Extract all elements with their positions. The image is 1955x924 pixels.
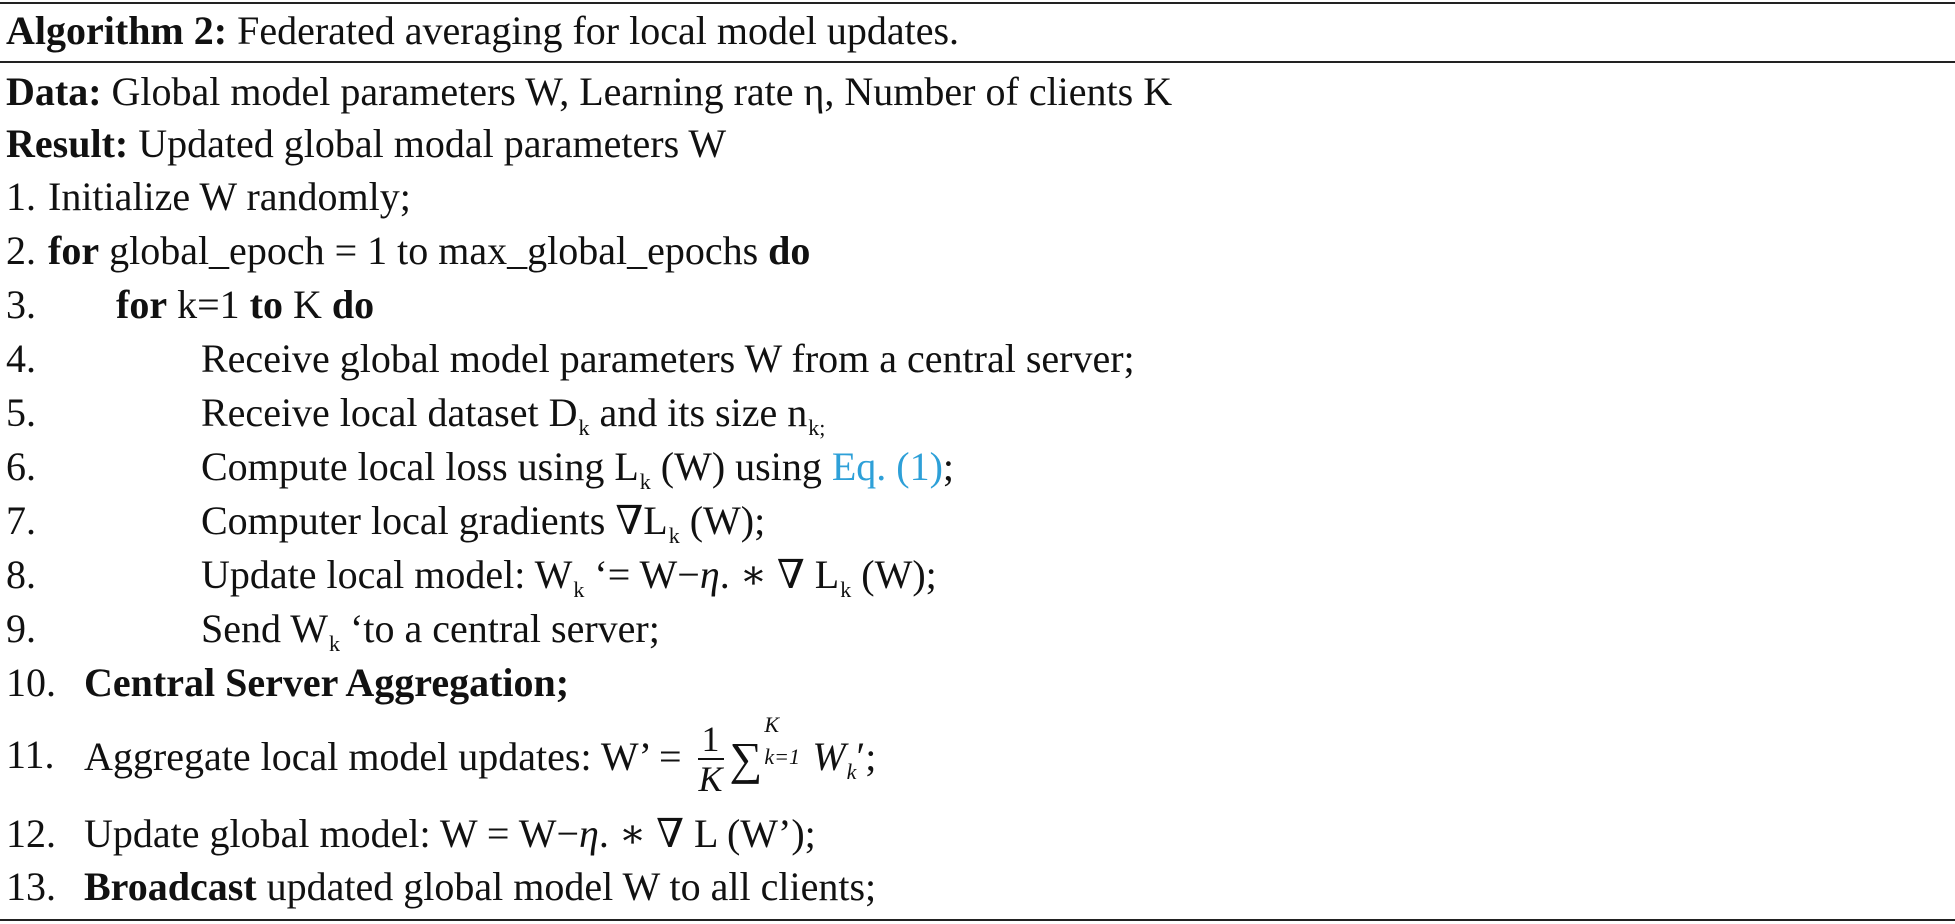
step-number: 4.	[6, 336, 36, 381]
step-text-4: (W);	[851, 552, 937, 597]
fraction-denominator: K	[698, 758, 723, 799]
term-subscript: k	[846, 759, 857, 784]
top-rule	[0, 2, 1955, 4]
bottom-rule	[0, 919, 1955, 921]
sum-symbol: ∑	[729, 733, 763, 784]
step-keyword: Central Server Aggregation;	[84, 660, 570, 705]
subscript: k	[578, 415, 590, 440]
algorithm-caption: Federated averaging for local model updates.	[227, 8, 960, 53]
step-text: Compute local loss using L	[201, 444, 639, 489]
step-text-2: ‘= W−	[584, 552, 700, 597]
data-text: Global model parameters W, Learning rate η, Number of clients K	[101, 69, 1173, 114]
step-text: k=1	[167, 282, 250, 327]
equation-link[interactable]: Eq. (1)	[831, 444, 943, 489]
step-text-2: and its size n	[589, 390, 808, 435]
step-text: Receive local dataset D	[201, 390, 578, 435]
step-number: 10.	[6, 660, 56, 705]
subscript-2: k;	[808, 415, 826, 440]
subscript: k	[329, 631, 341, 656]
step-number: 13.	[6, 864, 56, 909]
sum-limits	[762, 712, 802, 772]
sum-lower: k=1	[764, 744, 800, 769]
step-number: 11.	[6, 732, 55, 777]
step-text: Receive global model parameters W from a central server;	[201, 336, 1135, 381]
step-text: Update global model: W = W−	[84, 811, 580, 856]
algorithm-label: Algorithm 2:	[6, 8, 228, 53]
term-tail: ′;	[856, 734, 877, 779]
sum-upper: K	[764, 712, 780, 737]
subscript: k	[668, 523, 680, 548]
step-number: 12.	[6, 811, 56, 856]
step-text-3: . ∗ ∇ L	[719, 552, 840, 597]
step-text: updated global model W to all clients;	[256, 864, 877, 909]
sum-term: W	[802, 734, 846, 779]
step-text-2: (W) using	[650, 444, 832, 489]
step-text-3: ;	[942, 444, 955, 489]
keyword-for: for	[48, 228, 100, 273]
step-number: 9.	[6, 606, 36, 651]
algorithm-title	[6, 6, 959, 56]
step-keyword: Broadcast	[84, 864, 257, 909]
subscript: k	[639, 469, 651, 494]
data-label: Data:	[6, 69, 102, 114]
step-text-2: K	[282, 282, 332, 327]
step-text: Initialize W randomly;	[48, 174, 411, 219]
step-number: 8.	[6, 552, 36, 597]
step-text: Aggregate local model updates: W’ =	[84, 734, 692, 779]
step-text: global_epoch = 1 to max_global_epochs	[99, 228, 769, 273]
step-text: Send W	[201, 606, 329, 651]
fraction	[698, 720, 724, 798]
subscript: k	[573, 577, 585, 602]
step-text-2: (W);	[679, 498, 766, 543]
step-number: 1.	[6, 174, 36, 219]
step-number: 5.	[6, 390, 36, 435]
result-label: Result:	[6, 121, 129, 166]
title-rule	[0, 61, 1955, 63]
eta-symbol: η	[699, 552, 720, 597]
keyword-for: for	[116, 282, 168, 327]
step-text-2: ‘to a central server;	[340, 606, 660, 651]
keyword-to: to	[249, 282, 283, 327]
subscript-2: k	[840, 577, 852, 602]
step-text-2: . ∗ ∇ L (W’);	[598, 811, 816, 856]
step-number: 2.	[6, 228, 36, 273]
step-text: Computer local gradients ∇L	[201, 498, 668, 543]
step-number: 6.	[6, 444, 36, 489]
keyword-do: do	[331, 282, 375, 327]
step-text: Update local model: W	[201, 552, 573, 597]
keyword-do: do	[768, 228, 811, 273]
eta-symbol: η	[579, 811, 599, 856]
fraction-numerator: 1	[698, 720, 724, 760]
step-number: 3.	[6, 282, 36, 327]
result-text: Updated global modal parameters W	[128, 121, 727, 166]
step-number: 7.	[6, 498, 36, 543]
